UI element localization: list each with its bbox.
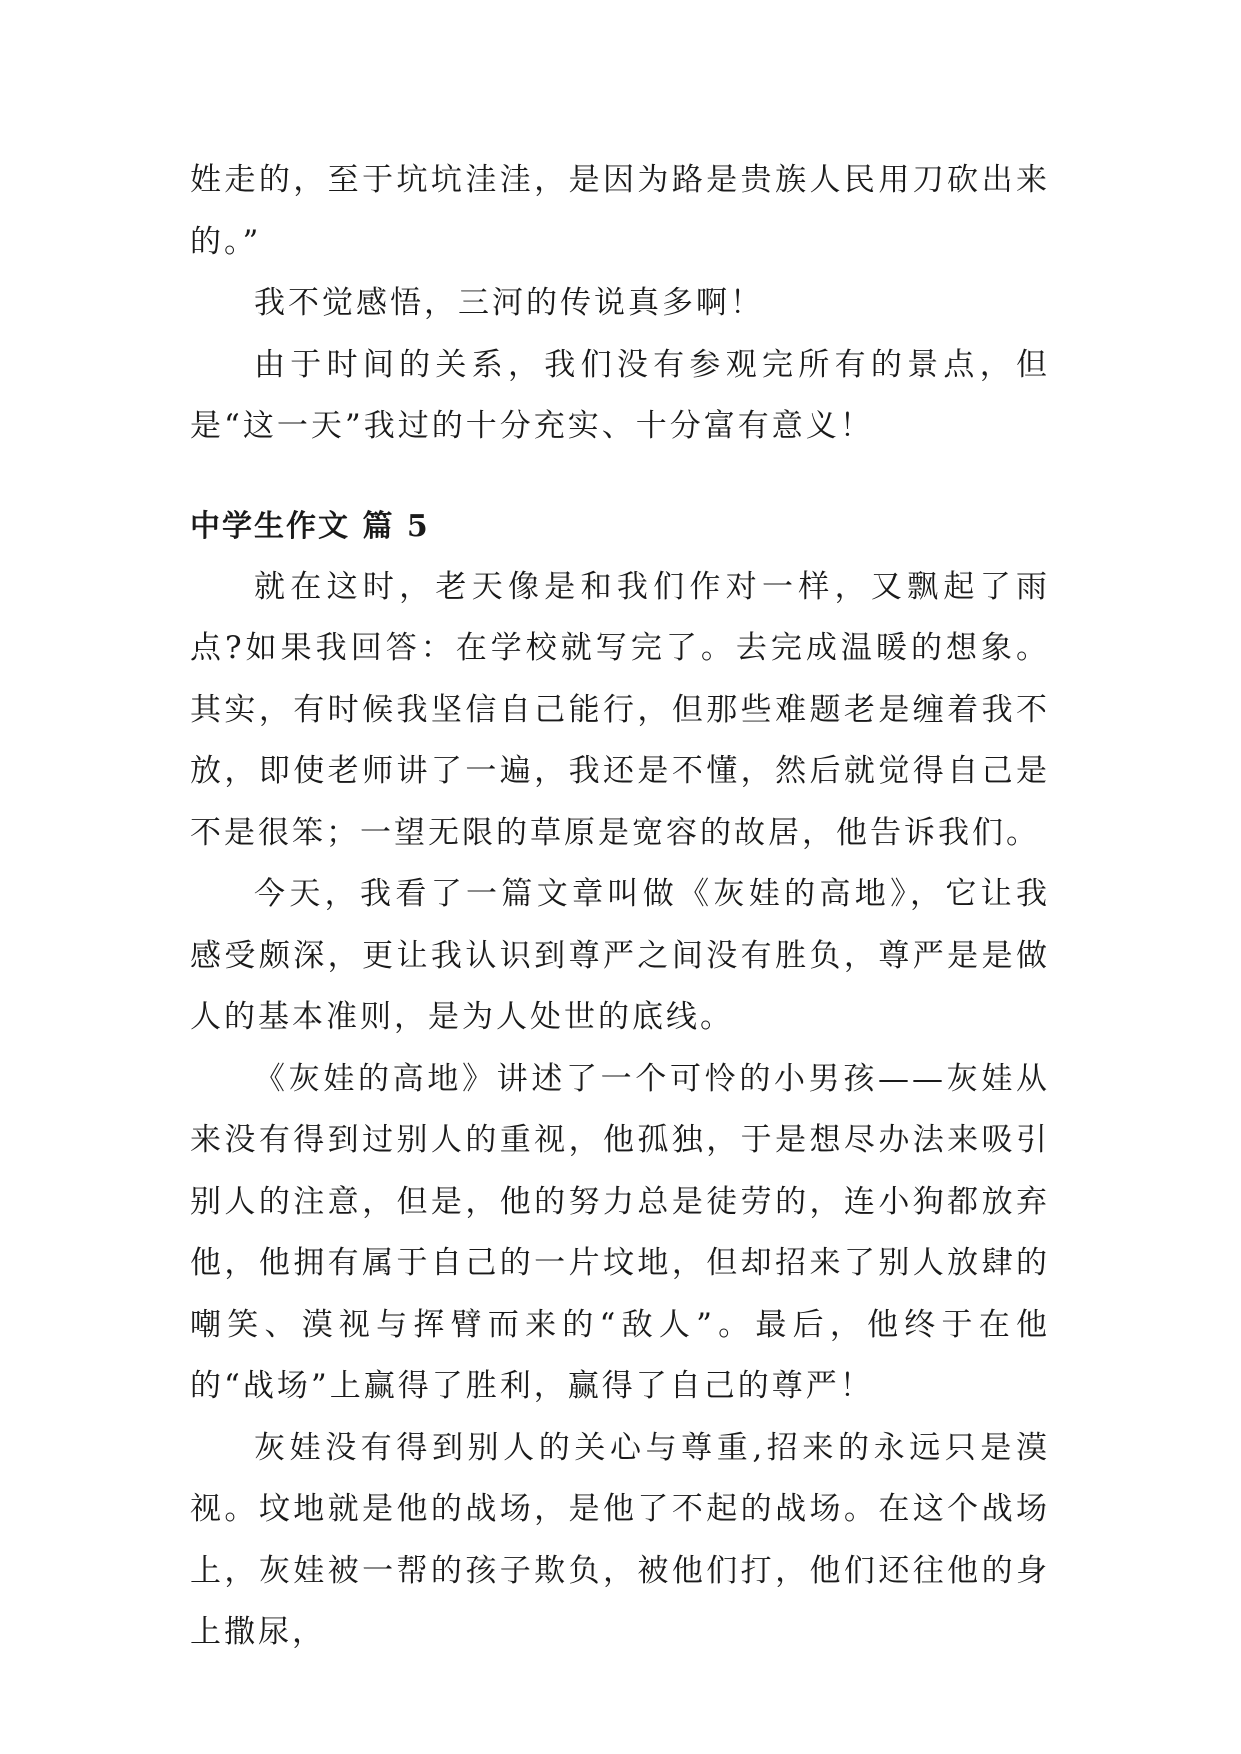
section-paragraph-4: 灰娃没有得到别人的关心与尊重,招来的永远只是漠视。坟地就是他的战场，是他了不起的战场。在这个战场上，灰娃被一帮的孩子欺负，被他们打，他们还往他的身上撒尿， bbox=[190, 1429, 1050, 1650]
section-heading: 中学生作文 篇 5 bbox=[190, 508, 430, 544]
section-paragraph-3: 《灰娃的高地》讲述了一个可怜的小男孩——灰娃从来没有得到过别人的重视，他孤独，于是想尽办法来吸引别人的注意，但是，他的努力总是徒劳的，连小狗都放弃他，他拥有属于自己的一片坟地，但却招来了别人放肆的嘲笑、漠视与挥臂而来的“敌人”。最后，他终于在他的“战场”上赢得了胜利，赢得了自己的尊严！ bbox=[190, 1060, 1050, 1404]
document-body bbox=[190, 150, 1050, 1664]
continuation-paragraph-3: 由于时间的关系，我们没有参观完所有的景点，但是“这一天”我过的十分充实、十分富有意义！ bbox=[190, 346, 1050, 444]
section-paragraph-2: 今天，我看了一篇文章叫做《灰娃的高地》，它让我感受颇深，更让我认识到尊严之间没有胜负，尊严是是做人的基本准则，是为人处世的底线。 bbox=[190, 876, 1050, 1035]
continuation-paragraph-1: 姓走的，至于坑坑洼洼，是因为路是贵族人民用刀砍出来的。” bbox=[190, 162, 1050, 260]
continuation-paragraph-2: 我不觉感悟，三河的传说真多啊！ bbox=[254, 285, 764, 321]
section-paragraph-1: 就在这时，老天像是和我们作对一样，又飘起了雨点?如果我回答：在学校就写完了。去完成温暖的想象。其实，有时候我坚信自己能行，但那些难题老是缠着我不放，即使老师讲了一遍，我还是不懂，然后就觉得自己是不是很笨；一望无限的草原是宽容的故居，他告诉我们。 bbox=[190, 568, 1050, 851]
